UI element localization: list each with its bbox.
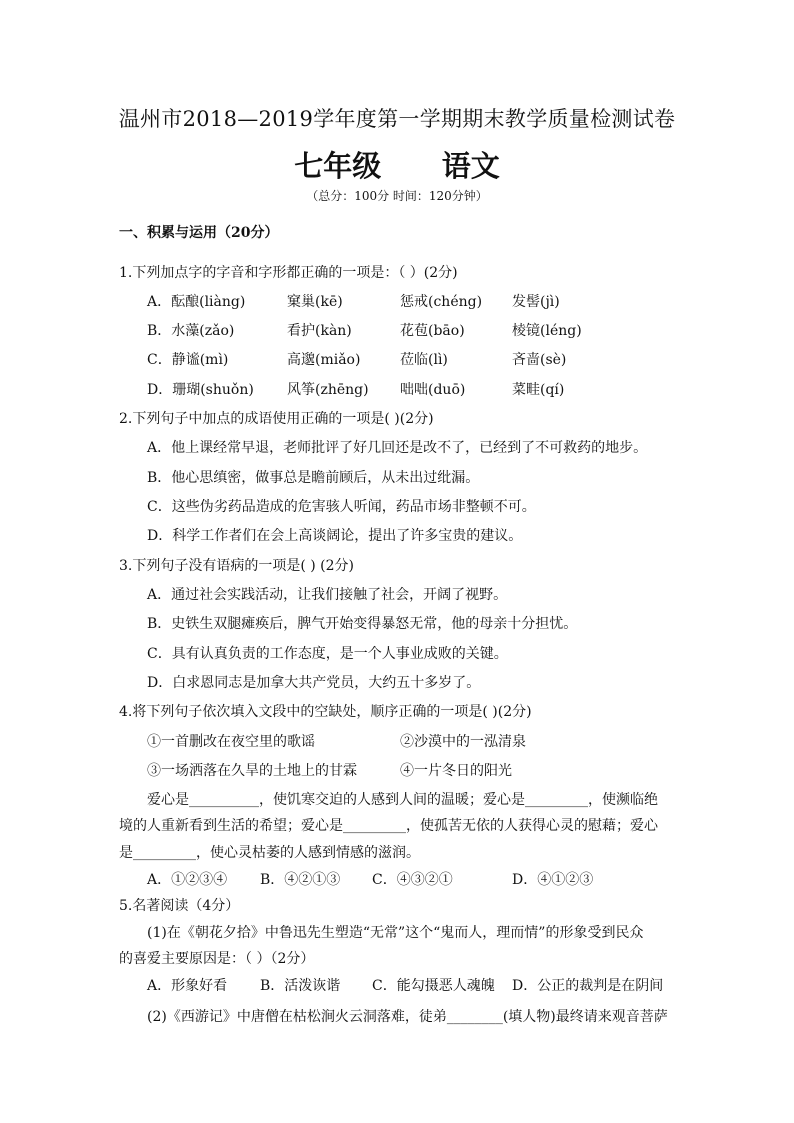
q4-choice-c: C．④③②①: [372, 872, 453, 888]
q4-choice-a: A．①②③④: [147, 872, 228, 888]
q2-option-a: A．他上课经常早退，老师批评了好几回还是改不了，已经到了不可救药的地步。: [147, 440, 648, 456]
q4-passage-line-1: 爱心是__________，使饥寒交迫的人感到人间的温暖；爱心是_________，使濒临绝: [147, 792, 658, 808]
score-time-info: （总分：100分 时间：120分钟）: [306, 189, 488, 203]
q1-option-d-word3: 咄咄(duō): [400, 382, 466, 398]
q5-part1-line-1: (1)在《朝花夕拾》中鲁迅先生塑造“无常”这个“鬼而人，理而情”的形象受到民众: [147, 925, 644, 941]
q3-option-d: D．白求恩同志是加拿大共产党员，大约五十多岁了。: [147, 675, 481, 691]
q3-option-c: C．具有认真负责的工作态度，是一个人事业成败的关键。: [147, 646, 508, 662]
question-1-stem: 1.下列加点字的字音和字形都正确的一项是：（ ）(2分): [119, 265, 458, 281]
q1-option-c-word2: 高邈(miǎo): [287, 352, 361, 368]
q1-option-b-word2: 看护(kàn): [287, 323, 352, 339]
q5-choice-a: A．形象好看: [147, 978, 228, 994]
q4-passage-line-3: 是_________，使心灵枯萎的人感到情感的滋润。: [119, 845, 420, 861]
q4-choice-b: B．④②①③: [260, 872, 341, 888]
q4-item-3: ③一场洒落在久旱的土地上的甘霖: [147, 763, 357, 779]
q4-choice-d: D．④①②③: [512, 872, 594, 888]
q4-passage-line-2: 境的人重新看到生活的希望；爱心是_________，使孤苦无依的人获得心灵的慰藉；爱心: [119, 818, 658, 834]
q2-option-b: B．他心思缜密，做事总是瞻前顾后，从未出过纰漏。: [147, 470, 480, 486]
q2-option-c: C．这些伪劣药品造成的危害骇人听闻，药品市场非整顿不可。: [147, 499, 536, 515]
q1-option-a-word4: 发髻(jì): [512, 294, 560, 310]
q4-item-1: ①一首删改在夜空里的歌谣: [147, 734, 315, 750]
q5-part2-line: (2)《西游记》中唐僧在枯松涧火云洞落难，徒弟________(填人物)最终请来观音菩萨: [147, 1009, 668, 1025]
q1-option-d-word1: D．珊瑚(shuǒn): [147, 382, 254, 398]
q1-option-a-word3: 惩戒(chéng): [400, 294, 483, 310]
q1-option-c-word4: 吝啬(sè): [512, 352, 567, 368]
q3-option-a: A．通过社会实践活动，让我们接触了社会，开阔了视野。: [147, 587, 508, 603]
question-5-stem: 5.名著阅读（4分）: [119, 898, 240, 914]
question-2-stem: 2.下列句子中加点的成语使用正确的一项是( )(2分): [119, 411, 434, 427]
exam-title: 温州市2018—2019学年度第一学期期末教学质量检测试卷: [118, 107, 676, 131]
q3-option-b: B．史铁生双腿瘫痪后，脾气开始变得暴怒无常，他的母亲十分担忧。: [147, 616, 578, 632]
q1-option-a-word2: 窠巢(kē): [287, 294, 343, 310]
q1-option-d-word4: 菜畦(qí): [512, 382, 565, 398]
q1-option-c-word3: 莅临(lì): [400, 352, 448, 368]
q4-item-2: ②沙漠中的一泓清泉: [400, 734, 526, 750]
q1-option-b-word1: B．水藻(zǎo): [147, 323, 235, 339]
q1-option-b-word4: 棱镜(léng): [512, 323, 582, 339]
q5-choice-c: C．能勾摄恶人魂魄: [372, 978, 495, 994]
q1-option-d-word2: 风筝(zhēng): [287, 382, 369, 398]
q5-part1-line-2: 的喜爱主要原因是：（ ）（2分）: [119, 951, 315, 967]
q1-option-a-word1: A．酝酿(liàng): [147, 294, 246, 310]
grade-subject-heading: 七年级 语文: [294, 149, 500, 183]
q1-option-b-word3: 花苞(bāo): [400, 323, 465, 339]
q5-choice-d: D．公正的裁判是在阴间: [512, 978, 664, 994]
question-4-stem: 4.将下列句子依次填入文段中的空缺处，顺序正确的一项是( )(2分): [119, 704, 532, 720]
section-heading: 一、积累与运用（20分）: [119, 225, 279, 241]
q1-option-c-word1: C．静谧(mì): [147, 352, 229, 368]
q5-choice-b: B．活泼诙谐: [260, 978, 341, 994]
q2-option-d: D．科学工作者们在会上高谈阔论，提出了许多宝贵的建议。: [147, 528, 523, 544]
q4-item-4: ④一片冬日的阳光: [400, 763, 512, 779]
question-3-stem: 3.下列句子没有语病的一项是( ) (2分): [119, 558, 355, 574]
